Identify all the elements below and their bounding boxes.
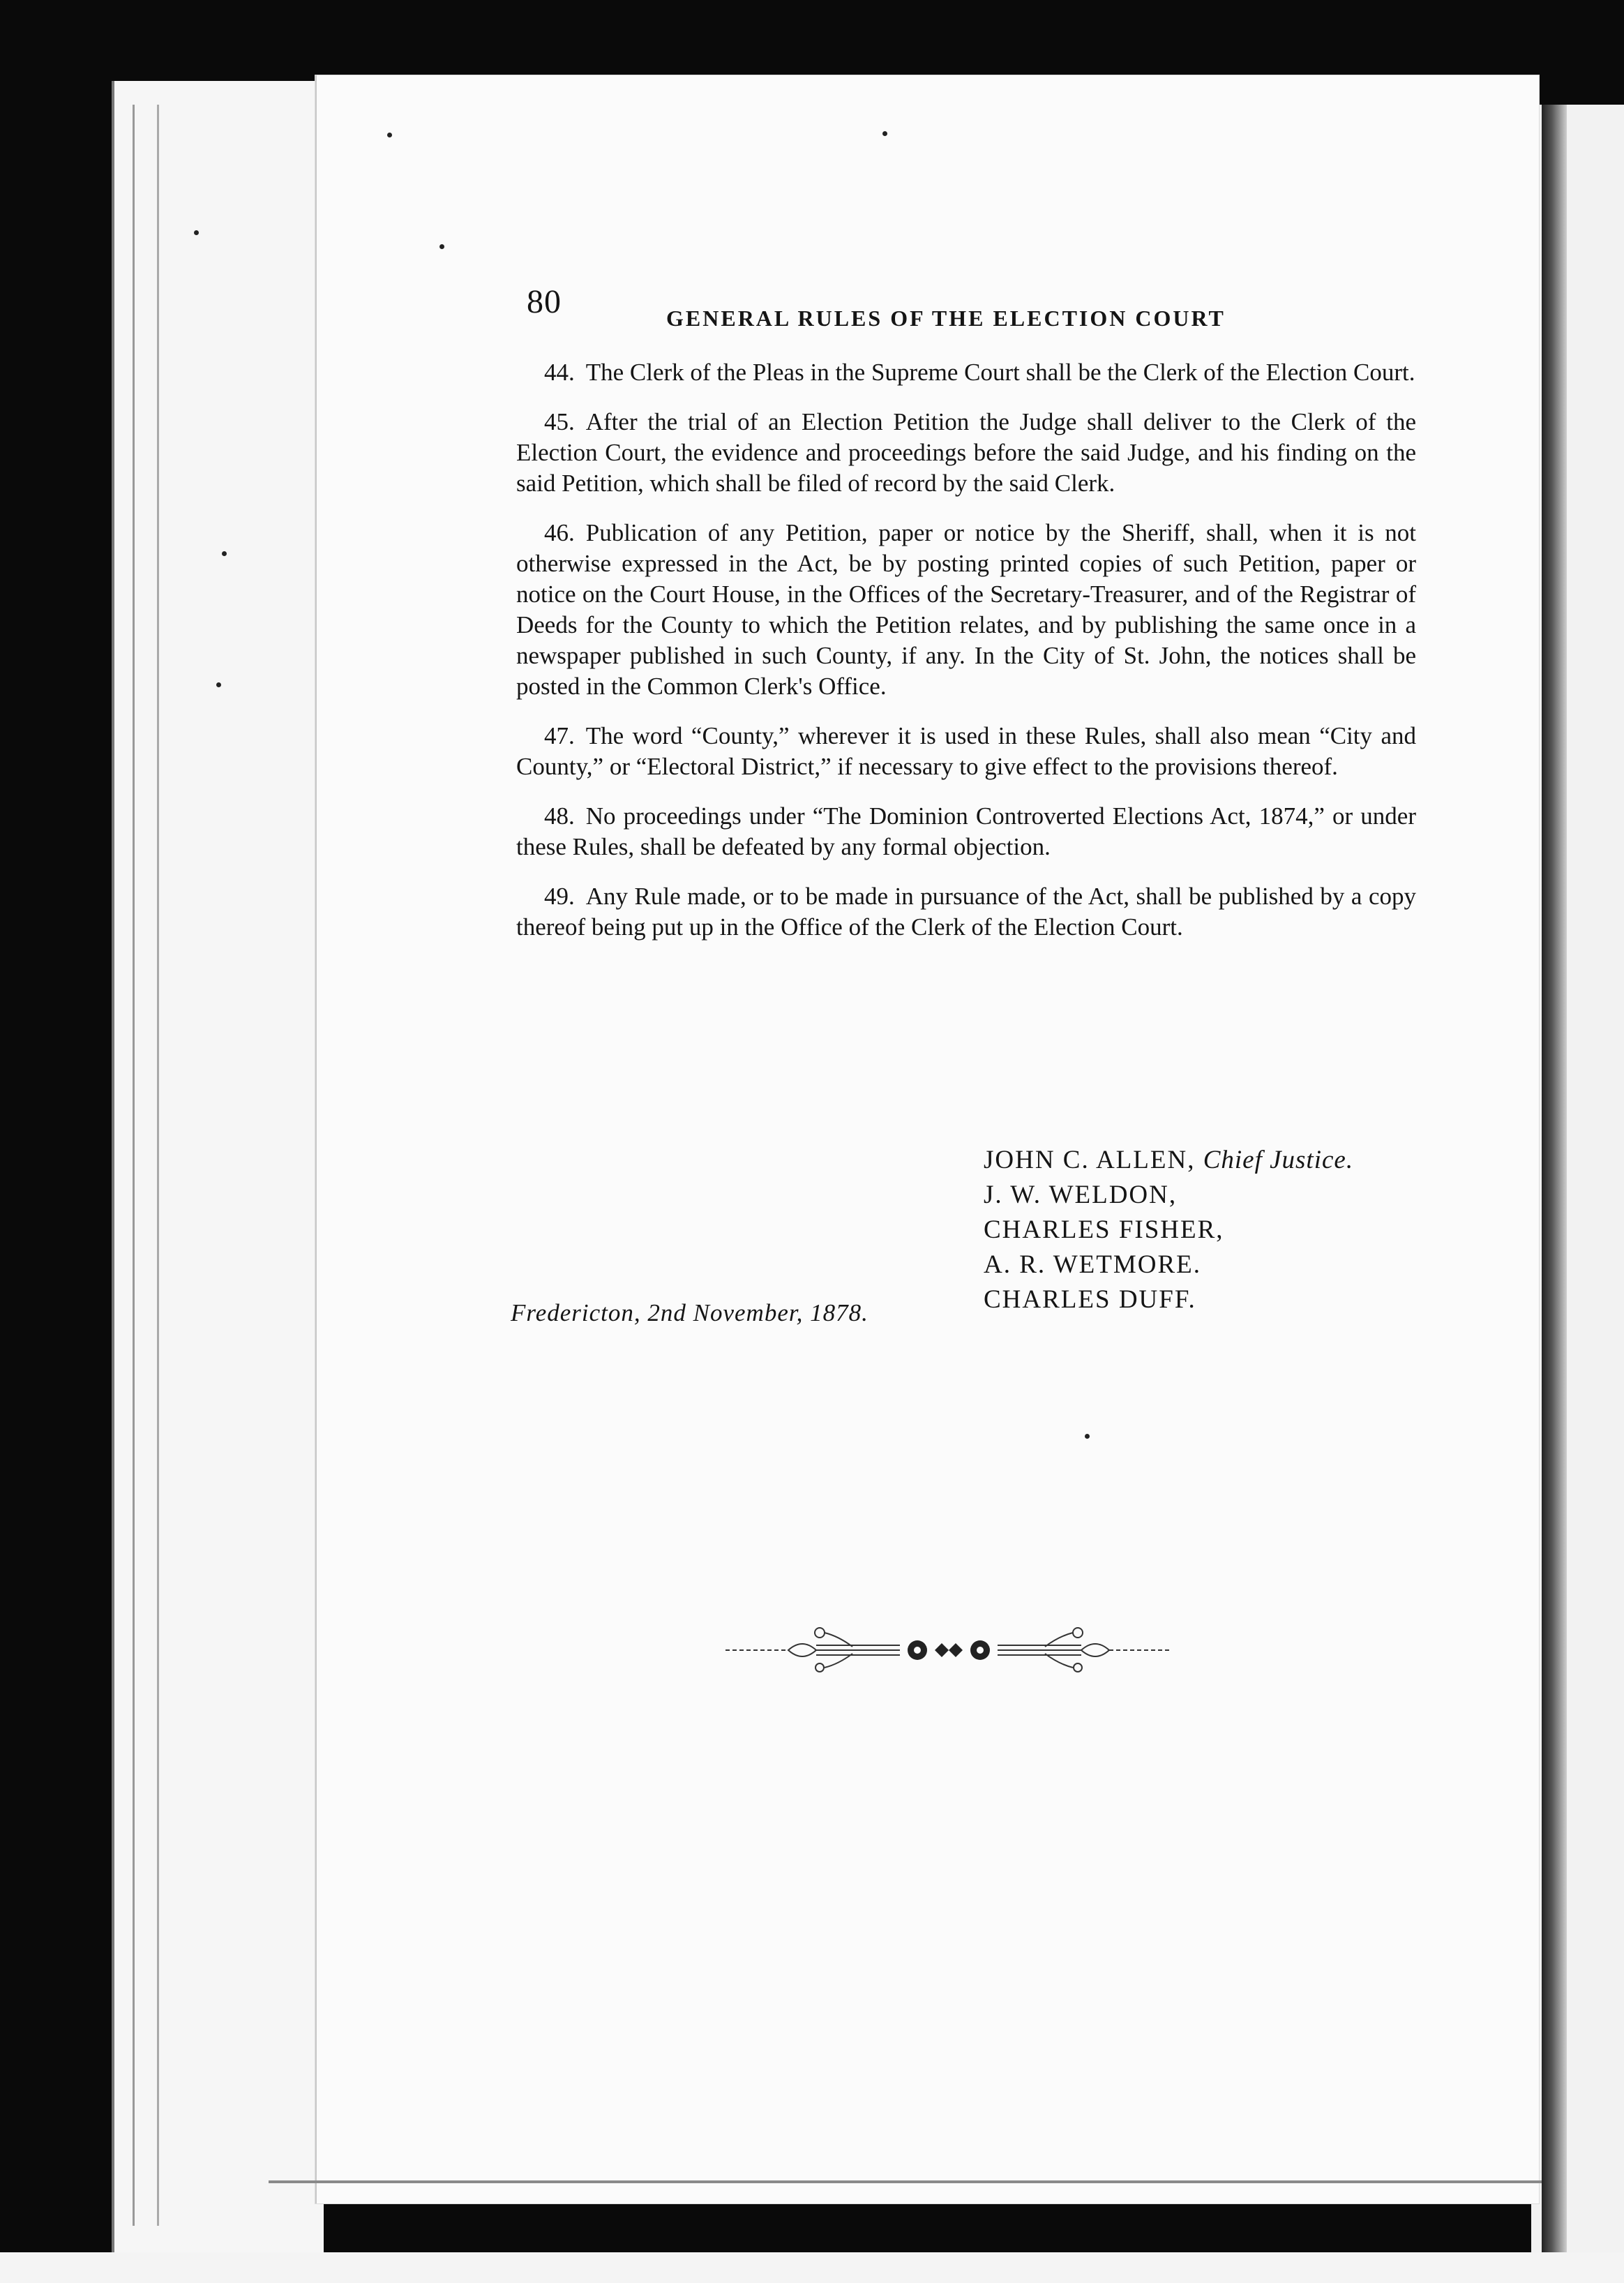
scan-bottom-strip (0, 2252, 1624, 2283)
page-number: 80 (527, 283, 562, 320)
rule-text: After the trial of an Election Petition the Judge shall deliver to the Clerk of the Election Court, the evidence and proceedings before the said Judge, and his finding on the said Petition, which shall be filed of record by the said Clerk. (516, 408, 1416, 497)
running-head: GENERAL RULES OF THE ELECTION COURT (666, 306, 1226, 331)
scan-speck (882, 131, 887, 136)
back-page-line (157, 105, 166, 2226)
page-bottom-edge (269, 2180, 1542, 2183)
signatory-name: CHARLES FISHER, (984, 1215, 1224, 1244)
rule-46 (516, 518, 1416, 702)
rule-number: 46. (544, 519, 575, 546)
signature-block (984, 1143, 1353, 1317)
signature-line (984, 1282, 1353, 1317)
signatory-name: A. R. WETMORE. (984, 1250, 1202, 1279)
signatory-name: JOHN C. ALLEN, (984, 1146, 1196, 1174)
rule-number: 48. (544, 802, 575, 830)
rule-text: No proceedings under “The Dominion Controverted Elections Act, 1874,” or under these Rules, shall be defeated by any formal objection. (516, 802, 1416, 860)
rule-text: The word “County,” wherever it is used in these Rules, shall also mean “City and County,” or “Electoral District,” if necessary to give effect to the provisions thereof. (516, 722, 1416, 780)
rule-48 (516, 801, 1416, 862)
rule-text: Publication of any Petition, paper or notice by the Sheriff, shall, when it is not otherwise expressed in the Act, be by posting printed copies of such Petition, paper or notice on the Court House, in the Offices of the Secretary-Treasurer, and of the Registrar of Deeds for the County to which the Petition relates, and by publishing the same once in a newspaper published in such County, if any. In the City of St. John, the notices shall be posted in the Common Clerk's Office. (516, 519, 1416, 700)
back-page-line (133, 105, 142, 2226)
scan-speck (216, 682, 221, 687)
rule-number: 47. (544, 722, 575, 749)
gutter-shadow (1542, 105, 1567, 2252)
signature-line (984, 1248, 1353, 1282)
rule-text: Any Rule made, or to be made in pursuance of the Act, shall be published by a copy thereof being put up in the Office of the Clerk of the Election Court. (516, 883, 1416, 941)
rule-number: 49. (544, 883, 575, 910)
rule-44 (516, 357, 1416, 388)
rules-body (516, 357, 1416, 961)
printers-ornament-icon (725, 1619, 1172, 1682)
rule-number: 45. (544, 408, 575, 435)
signature-line (984, 1178, 1353, 1213)
signatory-name: J. W. WELDON, (984, 1181, 1178, 1209)
back-page-edge (112, 81, 324, 2252)
scan-speck (222, 551, 227, 556)
signature-line (984, 1213, 1353, 1248)
signatory-name: CHARLES DUFF. (984, 1285, 1196, 1314)
signature-line (984, 1143, 1353, 1178)
rule-text: The Clerk of the Pleas in the Supreme Court shall be the Clerk of the Election Court. (585, 359, 1415, 386)
rule-45 (516, 407, 1416, 499)
dateline: Fredericton, 2nd November, 1878. (511, 1299, 869, 1326)
rule-47 (516, 721, 1416, 782)
rule-49 (516, 881, 1416, 943)
rule-number: 44. (544, 359, 575, 386)
scan-speck (387, 133, 392, 137)
scan-speck (194, 230, 199, 235)
scan-speck (1085, 1434, 1090, 1439)
signatory-title: Chief Justice. (1203, 1146, 1354, 1174)
scan-speck (439, 244, 444, 249)
